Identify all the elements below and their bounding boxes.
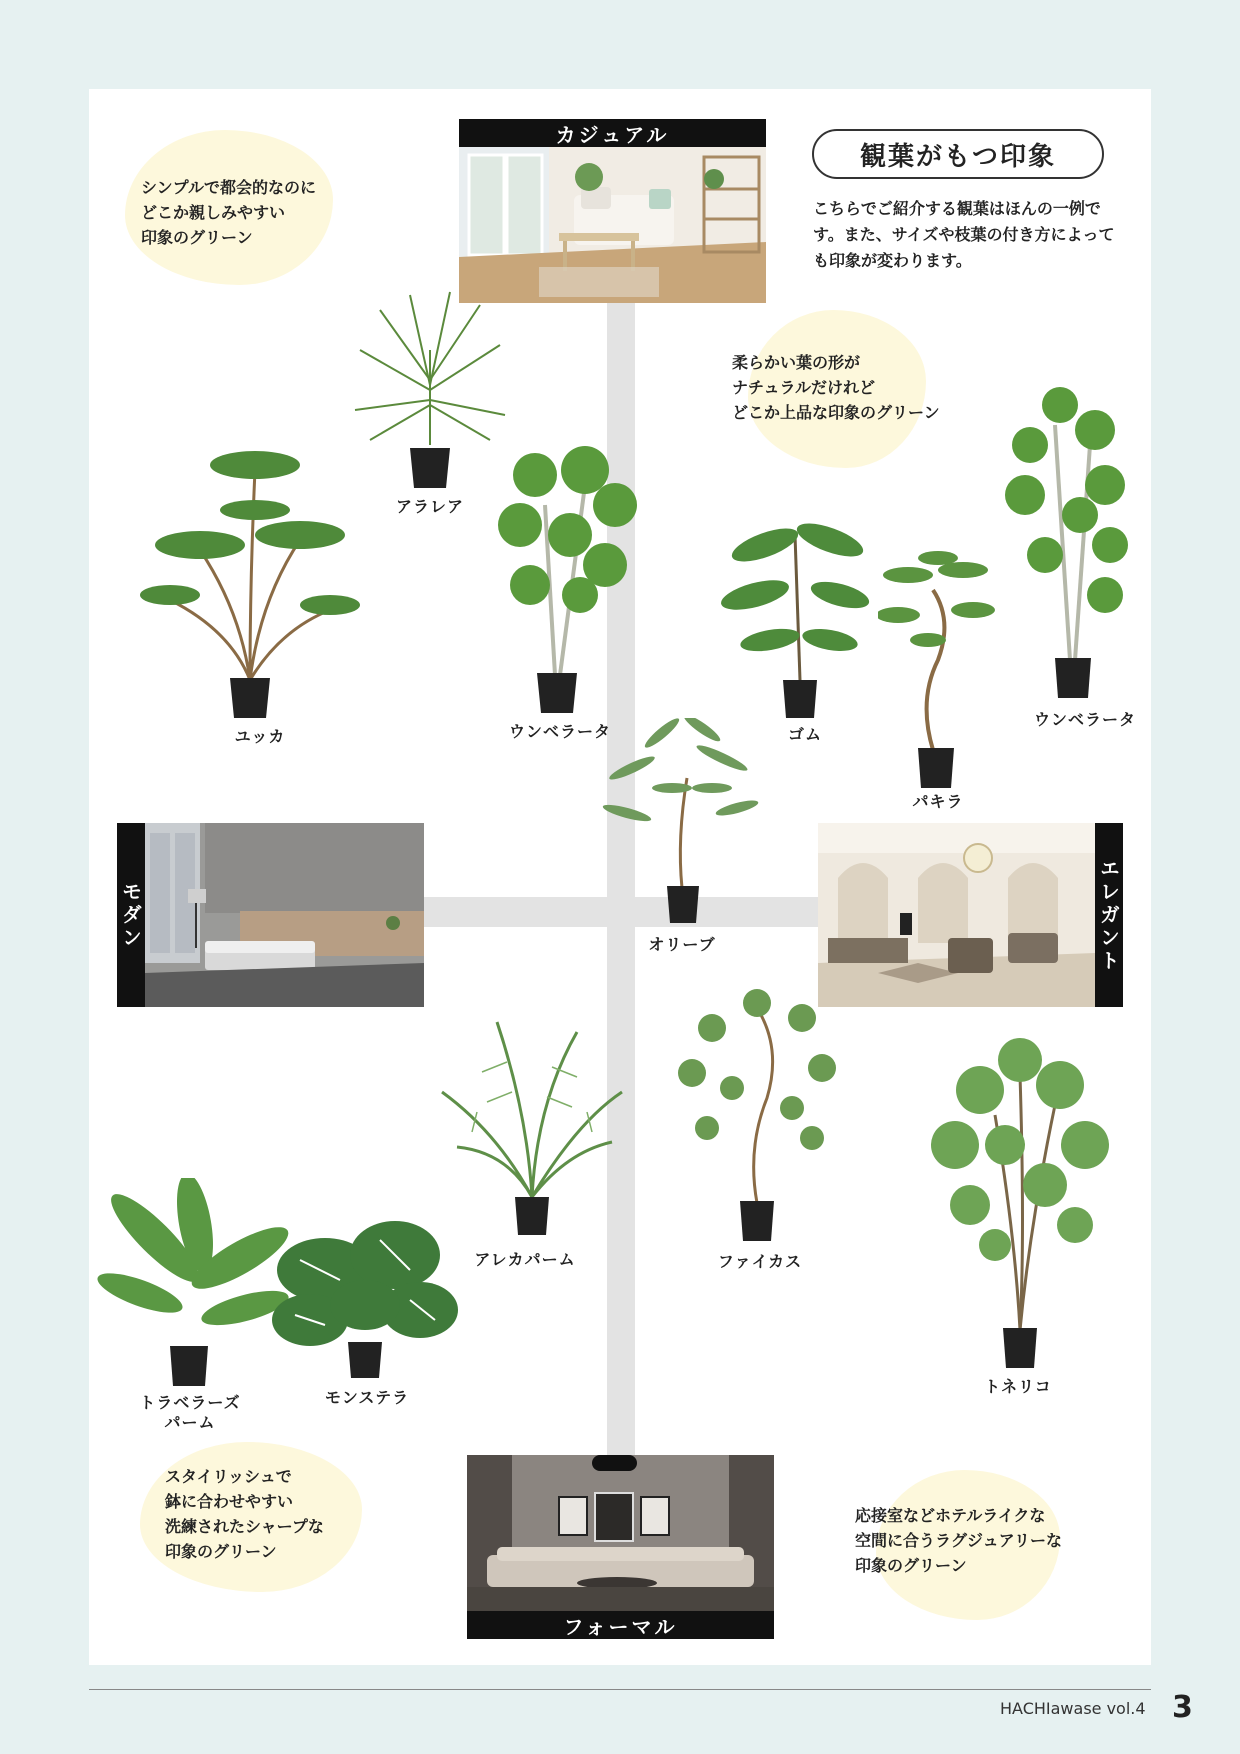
areca-palm-plant-image	[437, 1012, 627, 1237]
formal-room-photo	[467, 1455, 774, 1611]
umbellata-label-2: ウンベラータ	[1033, 710, 1136, 729]
note-natural: 柔らかい葉の形が ナチュラルだけれど どこか上品な印象のグリーン	[732, 353, 940, 422]
page-number: 3	[1172, 1690, 1193, 1725]
magazine-name: HACHIawase vol.4	[1000, 1699, 1146, 1718]
ficus-label: ファイカス	[717, 1252, 803, 1271]
pachira-plant-image	[878, 550, 998, 790]
aralea-plant-image	[350, 290, 510, 490]
umbellata-plant-image-1	[495, 445, 645, 715]
umbellata-label-1: ウンベラータ	[508, 722, 611, 741]
casual-room-photo	[459, 147, 766, 303]
style-label-casual: カジュアル	[459, 119, 766, 147]
ficus-plant-image	[672, 988, 847, 1243]
pachira-label: パキラ	[912, 792, 964, 811]
style-label-elegant: エレガント	[1095, 823, 1123, 1007]
travelers-palm-label: トラベラーズ パーム	[139, 1393, 241, 1432]
yucca-label: ユッカ	[234, 727, 286, 746]
travelers-palm-plant-image	[95, 1178, 295, 1388]
aralea-label: アラレア	[395, 497, 464, 516]
style-label-formal: フォーマル	[467, 1611, 774, 1639]
monstera-label: モンステラ	[324, 1388, 410, 1407]
rubber-plant-image	[720, 515, 870, 720]
modern-room-photo	[145, 823, 424, 1007]
intro-text: こちらでご紹介する観葉はほんの一例です。また、サイズや枝葉の付き方によっても印象が変わります。	[813, 199, 1115, 270]
olive-plant-image	[602, 718, 762, 925]
yucca-plant-image	[140, 430, 360, 720]
note-casual: シンプルで都会的なのに どこか親しみやすい 印象のグリーン	[141, 178, 316, 247]
rubber-label: ゴム	[787, 725, 822, 744]
monstera-plant-image	[270, 1215, 460, 1380]
umbellata-plant-image-2	[995, 385, 1135, 700]
note-luxury: 応接室などホテルライクな 空間に合うラグジュアリーな 印象のグリーン	[855, 1506, 1063, 1575]
ash-tree-plant-image	[925, 1035, 1115, 1370]
style-label-modern: モダン	[117, 823, 145, 1007]
ash-tree-label: トネリコ	[984, 1377, 1052, 1396]
areca-label: アレカパーム	[474, 1250, 576, 1269]
page-title: 観葉がもつ印象	[812, 129, 1104, 179]
elegant-room-photo	[818, 823, 1095, 1007]
footer-divider	[89, 1689, 1151, 1690]
note-sharp: スタイリッシュで 鉢に合わせやすい 洗練されたシャープな 印象のグリーン	[165, 1467, 324, 1561]
olive-label: オリーブ	[648, 935, 716, 954]
